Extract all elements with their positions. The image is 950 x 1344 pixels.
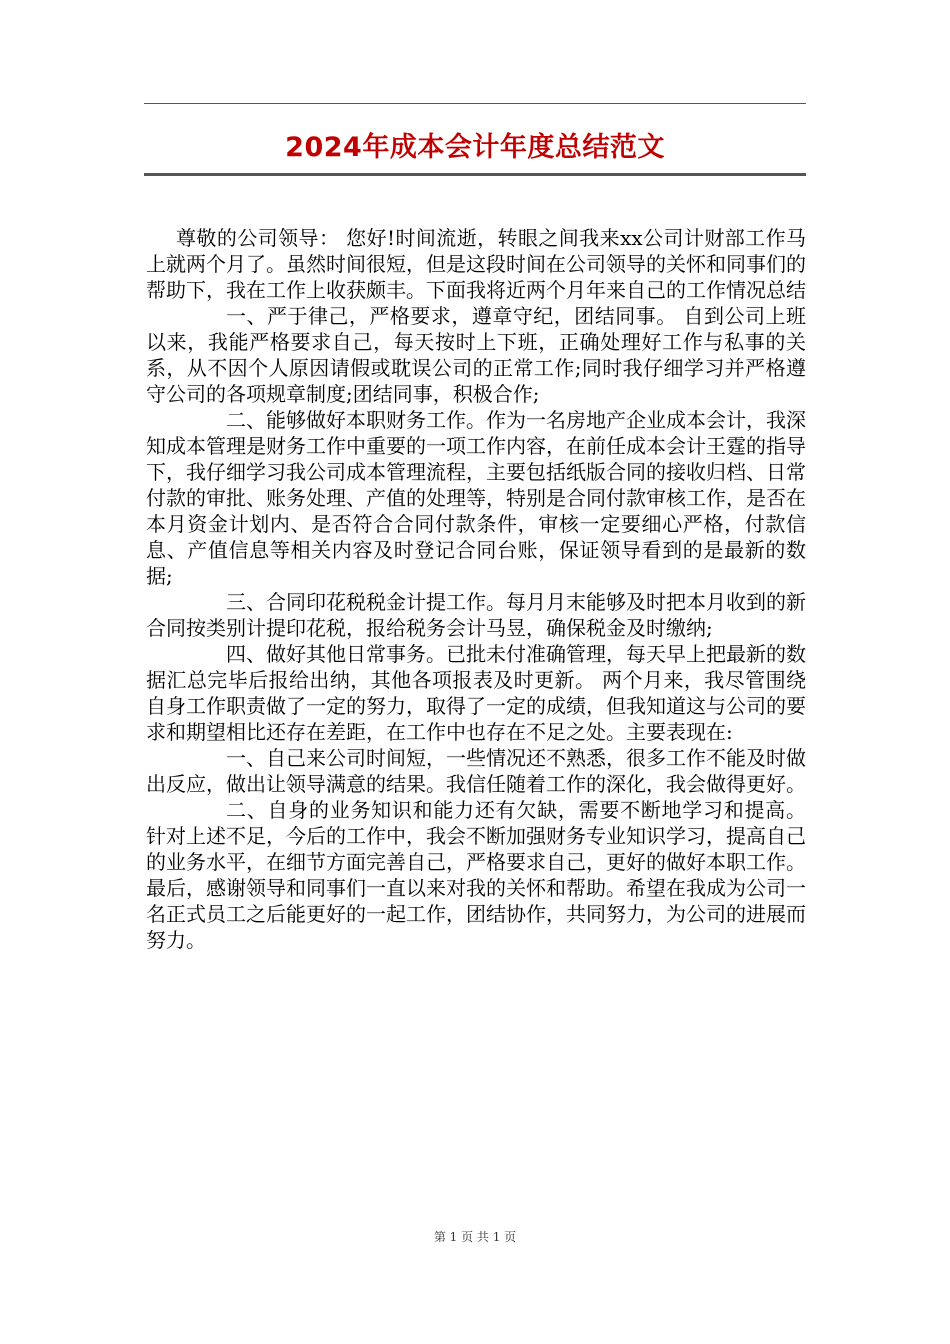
header-rule <box>144 103 806 104</box>
document-body <box>146 225 806 953</box>
document-title: 2024年成本会计年度总结范文 <box>285 132 665 163</box>
title-underline <box>144 173 806 176</box>
paragraph-discipline: 一、严于律己，严格要求，遵章守纪，团结同事。 自到公司上班以来，我能严格要求自己，每天按时上下班，正确处理好工作与私事的关系，从不因个人原因请假或耽误公司的正常工作;同时我仔细学习并严格遵守公司的各项规章制度;团结同事，积极合作; <box>146 304 806 406</box>
paragraph-shortcoming-two: 二、自身的业务知识和能力还有欠缺，需要不断地学习和提高。 针对上述不足，今后的工作中，我会不断加强财务专业知识学习，提高自己的业务水平，在细节方面完善自己，严格要求自己，更好的做好本职工作。 最后，感谢领导和同事们一直以来对我的关怀和帮助。希望在我成为公司一名正式员工之后能更好的一起工作，团结协作，共同努力，为公司的进展而努力。 <box>146 798 806 952</box>
paragraph-greeting: 尊敬的公司领导： 您好!时间流逝，转眼之间我来xx公司计财部工作马上就两个月了。虽然时间很短，但是这段时间在公司领导的关怀和同事们的帮助下，我在工作上收获颇丰。下面我将近两个月年来自己的工作情况总结 <box>146 226 806 302</box>
page-number: 第 1 页 共 1 页 <box>433 1230 517 1244</box>
paragraph-daily-affairs: 四、做好其他日常事务。已批未付准确管理，每天早上把最新的数据汇总完毕后报给出纳，其他各项报表及时更新。 两个月来，我尽管围绕自身工作职责做了一定的努力，取得了一定的成绩，但我知道这与公司的要求和期望相比还存在差距，在工作中也存在不足之处。主要表现在: <box>146 642 806 744</box>
paragraph-shortcoming-one: 一、自己来公司时间短，一些情况还不熟悉，很多工作不能及时做出反应，做出让领导满意的结果。我信任随着工作的深化，我会做得更好。 <box>146 746 806 796</box>
paragraph-finance-work: 二、能够做好本职财务工作。作为一名房地产企业成本会计，我深知成本管理是财务工作中重要的一项工作内容，在前任成本会计王霆的指导下，我仔细学习我公司成本管理流程，主要包括纸版合同的接收归档、日常付款的审批、账务处理、产值的处理等，特别是合同付款审核工作，是否在本月资金计划内、是否符合合同付款条件，审核一定要细心严格，付款信息、产值信息等相关内容及时登记合同台账，保证领导看到的是最新的数据; <box>146 408 806 588</box>
paragraph-stamp-tax: 三、合同印花税税金计提工作。每月月末能够及时把本月收到的新合同按类别计提印花税，报给税务会计马昱，确保税金及时缴纳; <box>146 590 806 640</box>
